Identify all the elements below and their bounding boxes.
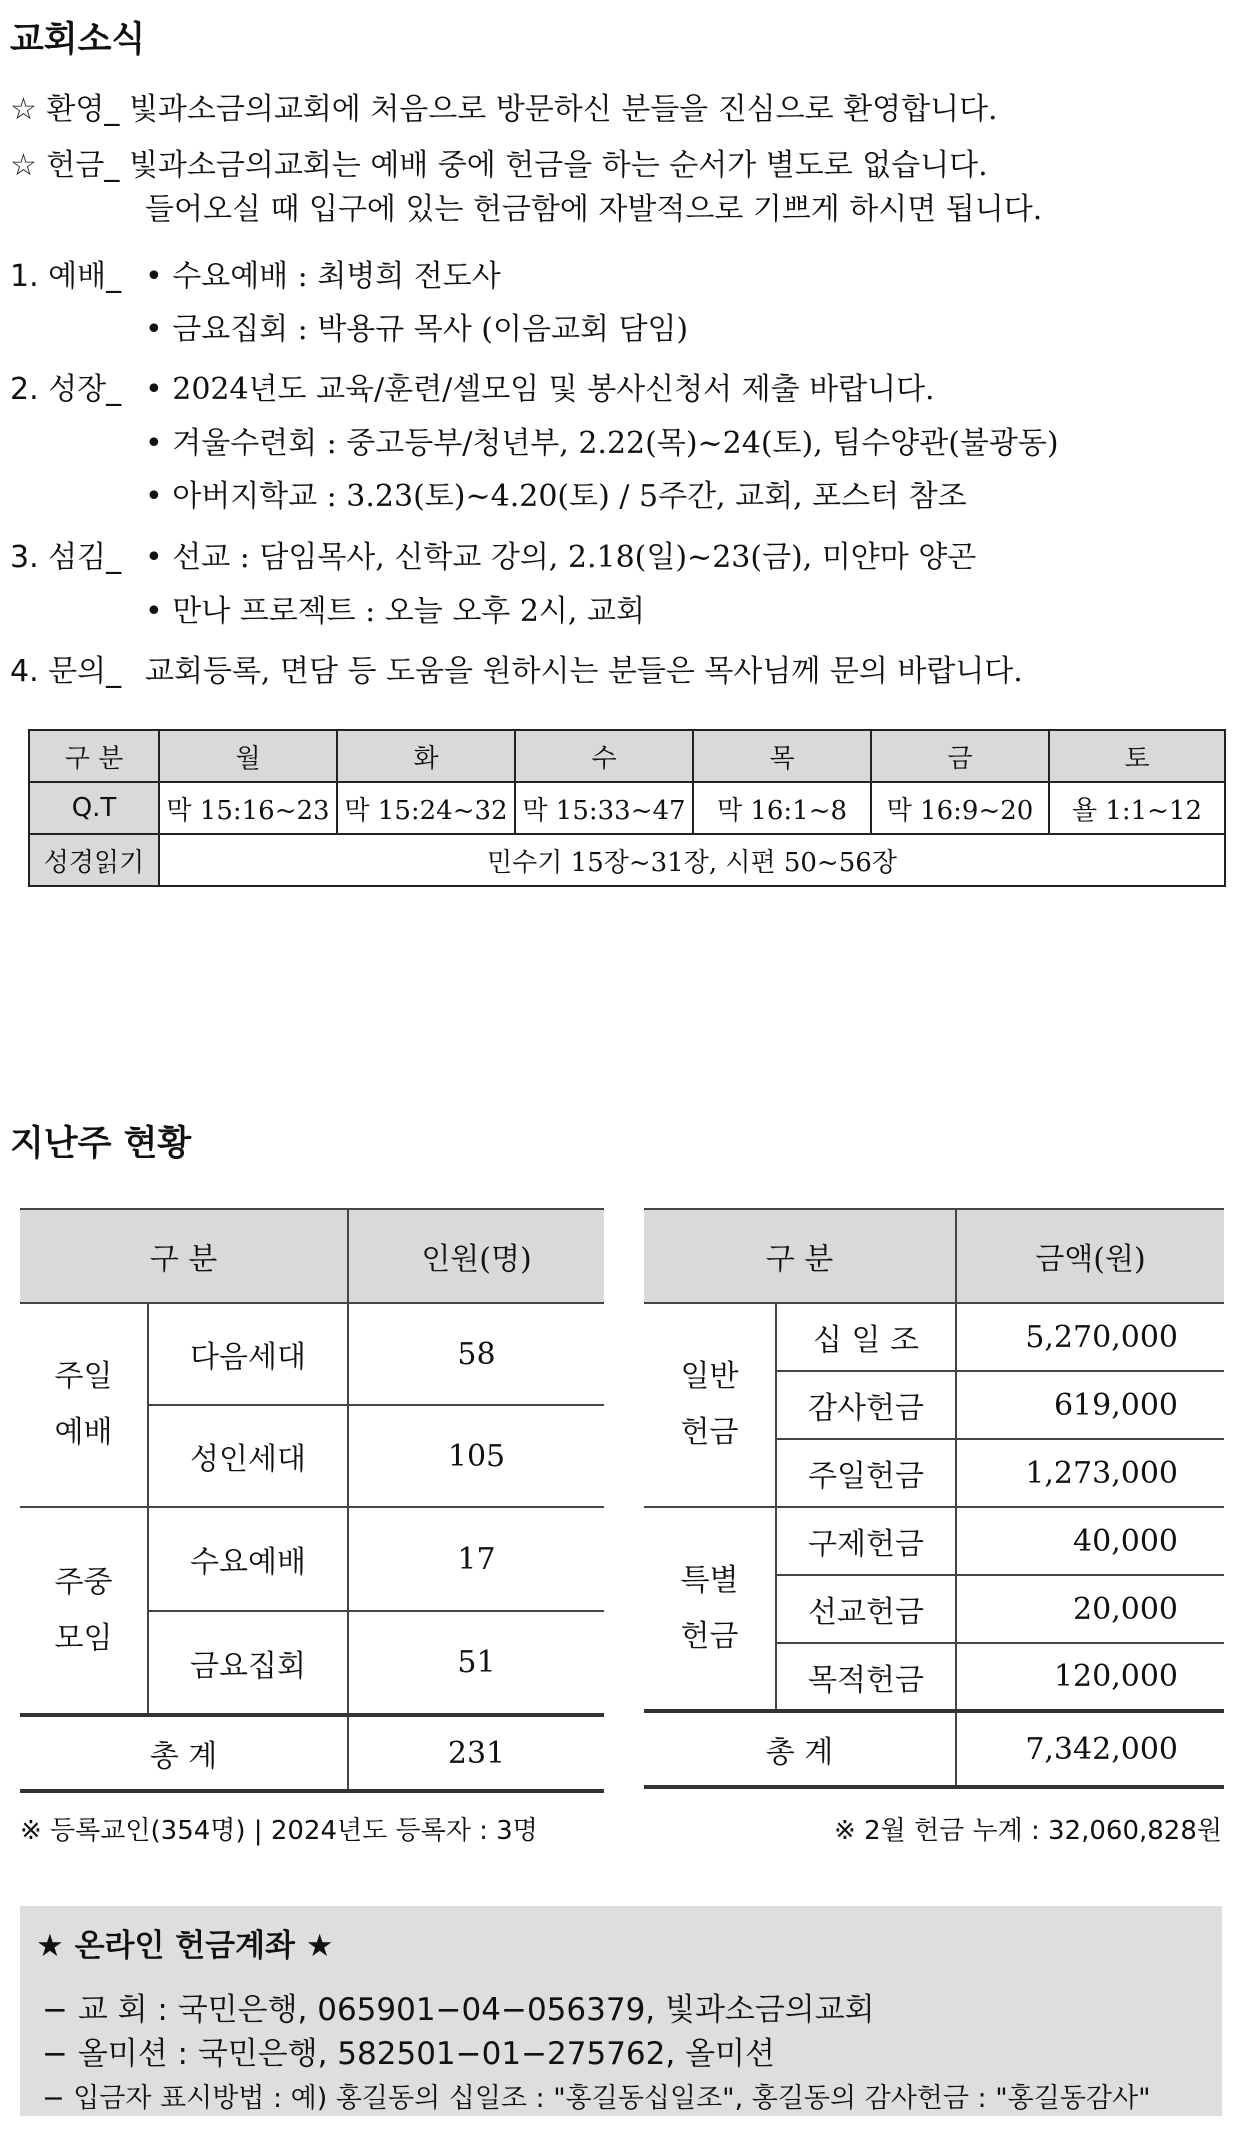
attendance-row-value: 17 bbox=[348, 1507, 604, 1611]
attendance-group-sunday bbox=[20, 1303, 148, 1507]
offering-row-label: 감사헌금 bbox=[776, 1371, 956, 1439]
offerings-total-label: 총 계 bbox=[644, 1711, 956, 1787]
qt-header-sat: 토 bbox=[1049, 730, 1225, 782]
item-worship-line-1: • 수요예배 : 최병희 전도사 bbox=[145, 259, 501, 294]
offering-row-value: 5,270,000 bbox=[956, 1303, 1224, 1371]
attendance-row-value: 51 bbox=[348, 1611, 604, 1715]
item-growth-label: 2. 성장_ bbox=[10, 372, 122, 407]
attendance-table bbox=[20, 1208, 604, 1793]
group-name-line-1: 주중 bbox=[54, 1564, 113, 1600]
offerings-table bbox=[644, 1208, 1224, 1789]
item-growth-line-2: • 겨울수련회 : 중고등부/청년부, 2.22(목)~24(토), 팀수양관(불광동) bbox=[145, 426, 1059, 461]
attendance-row-label: 수요예배 bbox=[148, 1507, 348, 1611]
attendance-note: ※ 등록교인(354명) | 2024년도 등록자 : 3명 bbox=[20, 1816, 538, 1846]
item-service-line-2: • 만나 프로젝트 : 오늘 오후 2시, 교회 bbox=[145, 594, 645, 629]
offerings-header-division: 구 분 bbox=[644, 1209, 956, 1303]
offering-row-value: 20,000 bbox=[956, 1575, 1224, 1643]
qt-mon: 막 15:16~23 bbox=[159, 782, 337, 834]
item-inquiry-label: 4. 문의_ bbox=[10, 654, 122, 689]
online-offering-box bbox=[20, 1906, 1222, 2116]
group-name-line-2: 모임 bbox=[54, 1620, 113, 1656]
qt-thu: 막 16:1~8 bbox=[693, 782, 871, 834]
offering-row-label: 구제헌금 bbox=[776, 1507, 956, 1575]
attendance-group-weekday bbox=[20, 1507, 148, 1715]
offerings-group-special bbox=[644, 1507, 776, 1711]
offerings-total-value: 7,342,000 bbox=[956, 1711, 1224, 1787]
welcome-text: 빛과소금의교회에 처음으로 방문하신 분들을 진심으로 환영합니다. bbox=[128, 92, 998, 127]
offering-row-label: 선교헌금 bbox=[776, 1575, 956, 1643]
attendance-row-label: 다음세대 bbox=[148, 1303, 348, 1405]
qt-sat: 욜 1:1~12 bbox=[1049, 782, 1225, 834]
attendance-total-row bbox=[20, 1715, 604, 1791]
qt-header-division: 구 분 bbox=[29, 730, 159, 782]
item-inquiry-line-1: 교회등록, 면담 등 도움을 원하시는 분들은 목사님께 문의 바랍니다. bbox=[145, 654, 1023, 689]
offering-row-value: 1,273,000 bbox=[956, 1439, 1224, 1507]
group-name-line-1: 주일 bbox=[54, 1359, 113, 1394]
attendance-total-value: 231 bbox=[348, 1715, 604, 1791]
qt-wed: 막 15:33~47 bbox=[515, 782, 693, 834]
qt-header-thu: 목 bbox=[693, 730, 871, 782]
qt-header-mon: 월 bbox=[159, 730, 337, 782]
welcome-line bbox=[10, 90, 998, 130]
offerings-total-row bbox=[644, 1711, 1224, 1787]
offering-label: ☆ 헌금_ bbox=[10, 148, 120, 183]
offering-row-value: 40,000 bbox=[956, 1507, 1224, 1575]
attendance-row-label: 성인세대 bbox=[148, 1405, 348, 1507]
offerings-group-general bbox=[644, 1303, 776, 1507]
attendance-row-value: 58 bbox=[348, 1303, 604, 1405]
group-name-line-1: 일반 bbox=[680, 1359, 739, 1394]
reading-plan: 민수기 15장~31장, 시편 50~56장 bbox=[159, 834, 1225, 886]
offering-line bbox=[10, 146, 988, 186]
item-worship-line-2: • 금요집회 : 박용규 목사 (이음교회 담임) bbox=[145, 312, 689, 347]
attendance-header-count: 인원(명) bbox=[348, 1209, 604, 1303]
item-worship-label: 1. 예배_ bbox=[10, 259, 122, 294]
offerings-header-amount: 금액(원) bbox=[956, 1209, 1224, 1303]
offering-row-value: 120,000 bbox=[956, 1643, 1224, 1711]
table-row bbox=[644, 1507, 1224, 1575]
qt-header-wed: 수 bbox=[515, 730, 693, 782]
offerings-note: ※ 2월 헌금 누계 : 32,060,828원 bbox=[834, 1816, 1222, 1846]
qt-tue: 막 15:24~32 bbox=[337, 782, 515, 834]
online-depositor-guide: − 입금자 표시방법 : 예) 홍길동의 십일조 : "홍길동십일조", 홍길동의 감사헌금 : "홍길동감사" bbox=[42, 2083, 1151, 2114]
offering-row-label: 목적헌금 bbox=[776, 1643, 956, 1711]
attendance-header-row bbox=[20, 1209, 604, 1303]
reading-row bbox=[29, 834, 1225, 886]
item-growth-line-1: • 2024년도 교육/훈련/셀모임 및 봉사신청서 제출 바랍니다. bbox=[145, 372, 935, 407]
offering-row-label: 주일헌금 bbox=[776, 1439, 956, 1507]
attendance-total-label: 총 계 bbox=[20, 1715, 348, 1791]
offering-text-2: 들어오실 때 입구에 있는 헌금함에 자발적으로 기쁘게 하시면 됩니다. bbox=[145, 192, 1043, 227]
qt-row bbox=[29, 782, 1225, 834]
table-row bbox=[20, 1303, 604, 1405]
attendance-row-label: 금요집회 bbox=[148, 1611, 348, 1715]
attendance-header-division: 구 분 bbox=[20, 1209, 348, 1303]
group-name-line-1: 특별 bbox=[680, 1562, 739, 1598]
table-row bbox=[644, 1303, 1224, 1371]
qt-table bbox=[28, 729, 1226, 887]
online-account-church: − 교 회 : 국민은행, 065901−04−056379, 빛과소금의교회 bbox=[42, 1992, 875, 2028]
table-row bbox=[20, 1507, 604, 1611]
online-account-allmission: − 올미션 : 국민은행, 582501−01−275762, 올미션 bbox=[42, 2036, 775, 2072]
item-service-line-1: • 선교 : 담임목사, 신학교 강의, 2.18(일)~23(금), 미얀마 양곤 bbox=[145, 540, 977, 575]
offering-row-label: 십 일 조 bbox=[776, 1303, 956, 1371]
qt-label: Q.T bbox=[29, 782, 159, 834]
group-name-line-2: 예배 bbox=[54, 1415, 113, 1450]
reading-label: 성경읽기 bbox=[29, 834, 159, 886]
group-name-line-2: 헌금 bbox=[680, 1618, 739, 1654]
attendance-row-value: 105 bbox=[348, 1405, 604, 1507]
group-name-line-2: 헌금 bbox=[680, 1415, 739, 1450]
qt-fri: 막 16:9~20 bbox=[871, 782, 1049, 834]
last-week-title: 지난주 현황 bbox=[10, 1124, 192, 1164]
offering-text-1: 빛과소금의교회는 예배 중에 헌금을 하는 순서가 별도로 없습니다. bbox=[128, 148, 988, 183]
item-service-label: 3. 섬김_ bbox=[10, 540, 122, 575]
offering-row-value: 619,000 bbox=[956, 1371, 1224, 1439]
news-title: 교회소식 bbox=[10, 20, 146, 60]
qt-header-tue: 화 bbox=[337, 730, 515, 782]
online-title: ★ 온라인 헌금계좌 ★ bbox=[36, 1928, 334, 1964]
qt-header-row bbox=[29, 730, 1225, 782]
welcome-label: ☆ 환영_ bbox=[10, 92, 120, 127]
item-growth-line-3: • 아버지학교 : 3.23(토)~4.20(토) / 5주간, 교회, 포스터 참조 bbox=[145, 479, 967, 514]
qt-header-fri: 금 bbox=[871, 730, 1049, 782]
offerings-header-row bbox=[644, 1209, 1224, 1303]
